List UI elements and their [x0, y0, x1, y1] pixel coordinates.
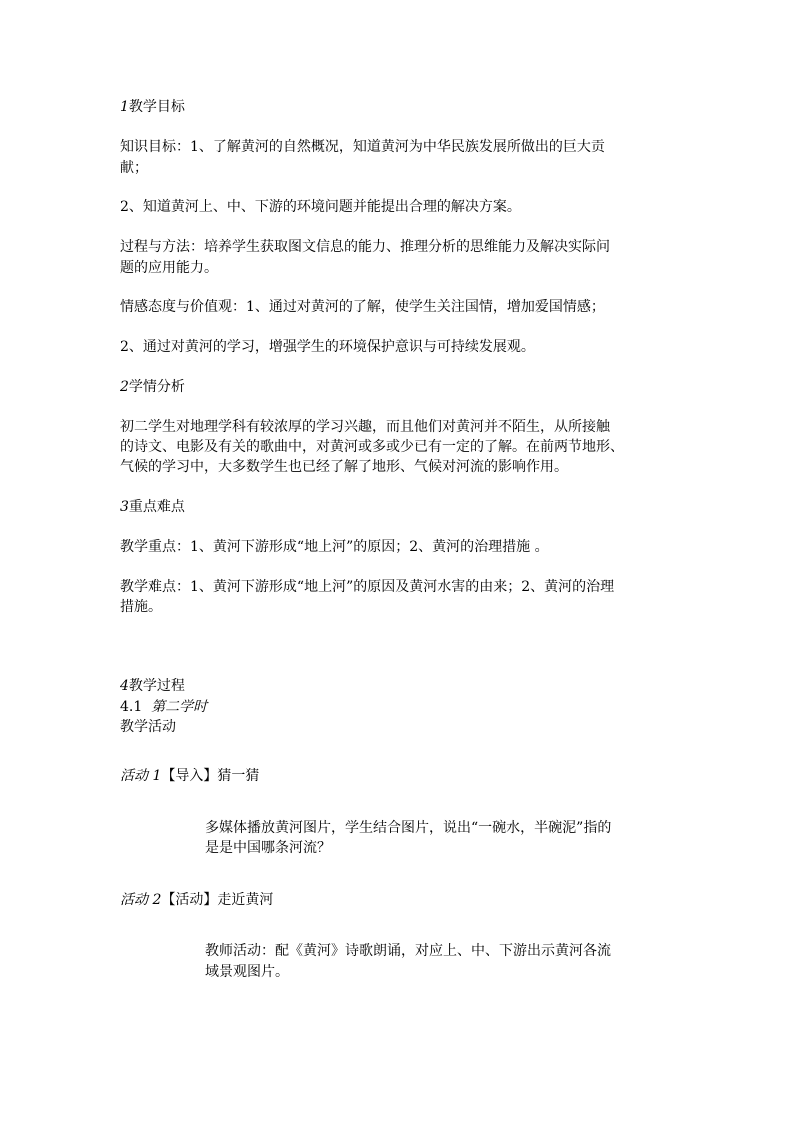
section-number: 3: [120, 499, 129, 515]
activity-label: 活动 1: [120, 768, 162, 784]
section-heading-key: [120, 497, 185, 517]
section-title: 教学目标: [128, 99, 185, 115]
activity-label: 活动 2: [120, 892, 162, 908]
activity-2-line-1: 教师活动：配《黄河》诗歌朗诵，对应上、中、下游出示黄河各流: [205, 943, 611, 959]
section-title: 学情分析: [128, 379, 185, 395]
knowledge-goal-line-2: 献；: [120, 160, 148, 176]
section-title: 教学过程: [128, 678, 185, 694]
activities-heading: 教学活动: [120, 719, 176, 735]
emotion-goal-2: 2、通过对黄河的学习，增强学生的环境保护意识与可持续发展观。: [120, 339, 535, 355]
knowledge-goal-line-1: 知识目标：1、了解黄河的自然概况，知道黄河为中华民族发展所做出的巨大贡: [120, 139, 605, 155]
activity-1-heading: [120, 766, 259, 786]
activity-1-line-2: 是是中国哪条河流？: [205, 840, 331, 856]
activity-tag: 【导入】: [161, 768, 218, 784]
section-number: 4: [120, 678, 129, 694]
section-number: 2: [120, 379, 129, 395]
analysis-line-2: 的诗文、电影及有关的歌曲中，对黄河或多或少已有一定的了解。在前两节地形、: [120, 439, 624, 455]
subsection-title: 第二学时: [151, 699, 208, 715]
section-heading-goals: [120, 97, 185, 117]
process-goal-line-2: 题的应用能力。: [120, 260, 218, 276]
section-heading-analysis: [120, 377, 185, 397]
emotion-goal-1: 情感态度与价值观：1、通过对黄河的了解，使学生关注国情，增加爱国情感；: [120, 299, 605, 315]
section-heading-process: [120, 676, 185, 696]
subsection-heading: [120, 697, 207, 717]
activity-2-line-2: 域景观图片。: [205, 964, 289, 980]
key-focus: 教学重点：1、黄河下游形成“地上河”的原因；2、黄河的治理措施 。: [120, 539, 549, 555]
activity-name: 走近黄河: [217, 892, 274, 908]
analysis-line-1: 初二学生对地理学科有较浓厚的学习兴趣，而且他们对黄河并不陌生，从所接触: [120, 419, 610, 435]
activity-name: 猜一猜: [217, 768, 260, 784]
analysis-line-3: 气候的学习中，大多数学生也已经了解了地形、气候对河流的影响作用。: [120, 459, 568, 475]
activity-1-line-1: 多媒体播放黄河图片，学生结合图片，说出“一碗水，半碗泥”指的: [205, 820, 612, 836]
process-goal-line-1: 过程与方法：培养学生获取图文信息的能力、推理分析的思维能力及解决实际问: [120, 239, 610, 255]
key-difficulty-line-1: 教学难点：1、黄河下游形成“地上河”的原因及黄河水害的由来；2、黄河的治理: [120, 579, 615, 595]
section-number: 1: [120, 99, 129, 115]
subsection-number: 4.1: [120, 699, 143, 715]
key-difficulty-line-2: 措施。: [120, 599, 162, 615]
section-title: 重点难点: [128, 499, 185, 515]
knowledge-goal-2: 2、知道黄河上、中、下游的环境问题并能提出合理的解决方案。: [120, 199, 521, 215]
activity-tag: 【活动】: [161, 892, 218, 908]
activity-2-heading: [120, 890, 273, 910]
